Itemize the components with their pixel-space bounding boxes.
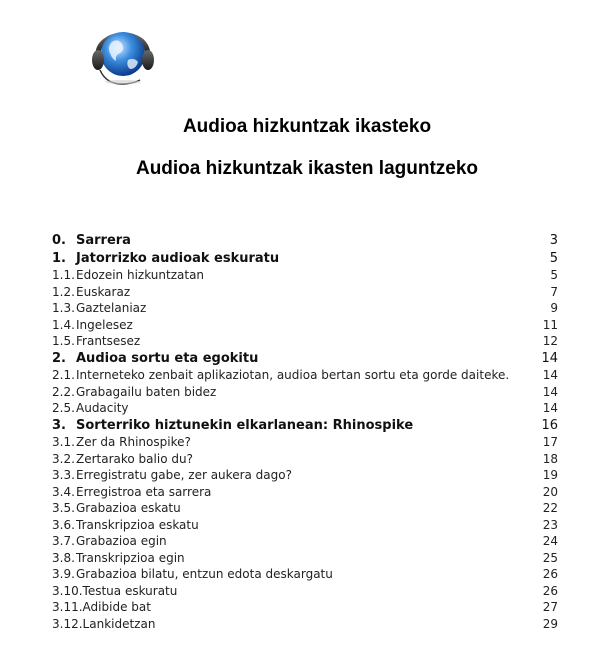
toc-entry-page: 3 bbox=[549, 233, 558, 248]
toc-entry-page: 23 bbox=[542, 517, 558, 532]
toc-entry-title: Jatorrizko audioak eskuratu bbox=[76, 250, 280, 266]
toc-entry-page: 20 bbox=[542, 484, 558, 499]
document-subtitle: Audioa hizkuntzak ikasten laguntzeko bbox=[135, 158, 479, 179]
toc-entry-title: Gaztelaniaz bbox=[76, 301, 147, 315]
toc-entry-title: Zertarako balio du? bbox=[76, 451, 193, 466]
toc-entry-page: 11 bbox=[542, 317, 558, 332]
toc-entry-title: Zer da Rhinospike? bbox=[76, 435, 191, 449]
toc-entry-title: Sarrera bbox=[76, 233, 131, 248]
toc-entry[interactable] bbox=[52, 550, 558, 567]
toc-entry-number: 3.7. bbox=[52, 534, 75, 548]
toc-entry-number: 3.10. bbox=[52, 583, 83, 598]
toc-entry[interactable] bbox=[52, 284, 558, 301]
toc-entry-page: 26 bbox=[542, 567, 558, 581]
toc-entry-page: 12 bbox=[542, 334, 558, 348]
toc-entry-number: 2.2. bbox=[52, 384, 75, 399]
toc-entry-title: Transkripzioa egin bbox=[76, 550, 185, 565]
toc-entry-number: 3.4. bbox=[52, 484, 75, 499]
toc-entry-page: 19 bbox=[542, 468, 558, 482]
toc-entry[interactable] bbox=[52, 367, 558, 384]
table-of-contents bbox=[52, 232, 558, 632]
toc-entry-page: 16 bbox=[541, 417, 558, 433]
toc-entry-title: Grabagailu baten bidez bbox=[76, 384, 217, 399]
toc-entry[interactable] bbox=[52, 400, 558, 417]
toc-entry-title: Lankidetzan bbox=[82, 616, 156, 631]
toc-entry[interactable] bbox=[52, 384, 558, 401]
toc-entry[interactable] bbox=[52, 333, 558, 350]
toc-entry-page: 14 bbox=[542, 401, 558, 415]
toc-entry-title: Grabazioa eskatu bbox=[76, 501, 181, 515]
toc-entry-page: 9 bbox=[550, 301, 558, 315]
toc-entry[interactable] bbox=[52, 484, 558, 501]
toc-entry-number: 1.1. bbox=[52, 268, 75, 282]
toc-entry-page: 5 bbox=[549, 250, 558, 266]
toc-entry-number: 3.5. bbox=[52, 501, 75, 515]
toc-entry-page: 17 bbox=[542, 435, 558, 449]
toc-entry-page: 14 bbox=[541, 350, 558, 366]
toc-entry-number: 1.4. bbox=[52, 317, 75, 332]
toc-entry-page: 22 bbox=[542, 501, 558, 515]
toc-entry-number: 3. bbox=[52, 417, 66, 433]
toc-entry[interactable] bbox=[52, 467, 558, 484]
toc-entry-title: Audioa sortu eta egokitu bbox=[76, 350, 259, 366]
toc-entry-page: 5 bbox=[550, 268, 558, 282]
toc-entry-title: Erregistratu gabe, zer aukera dago? bbox=[76, 468, 292, 482]
toc-entry-number: 3.1. bbox=[52, 435, 75, 449]
toc-entry-title: Grabazioa egin bbox=[76, 534, 167, 548]
toc-entry-title: Transkripzioa eskatu bbox=[76, 517, 199, 532]
toc-entry-number: 3.8. bbox=[52, 550, 75, 565]
toc-entry-title: Edozein hizkuntzatan bbox=[76, 268, 205, 282]
toc-entry[interactable] bbox=[52, 417, 558, 435]
toc-entry-page: 26 bbox=[542, 583, 558, 598]
toc-entry-number: 2.1. bbox=[52, 368, 75, 382]
toc-entry[interactable] bbox=[52, 317, 558, 334]
toc-entry-title: Testua eskuratu bbox=[82, 583, 178, 598]
toc-entry[interactable] bbox=[52, 583, 558, 600]
toc-entry-number: 1.2. bbox=[52, 284, 75, 299]
toc-entry-title: Euskaraz bbox=[76, 284, 131, 299]
toc-entry-number: 0. bbox=[52, 233, 66, 248]
toc-entry[interactable] bbox=[52, 566, 558, 583]
toc-entry-page: 14 bbox=[542, 384, 558, 399]
toc-entry-title bbox=[52, 616, 155, 633]
toc-entry-number: 1.3. bbox=[52, 301, 75, 315]
toc-entry-number: 3.9. bbox=[52, 567, 75, 581]
toc-entry-number: 3.2. bbox=[52, 451, 75, 466]
toc-entry[interactable] bbox=[52, 599, 558, 616]
toc-entry[interactable] bbox=[52, 434, 558, 451]
toc-entry-page: 14 bbox=[542, 368, 558, 382]
toc-entry-number: 3.3. bbox=[52, 468, 75, 482]
toc-entry-title: Adibide bat bbox=[82, 600, 151, 614]
toc-entry-number: 2.5. bbox=[52, 401, 75, 415]
toc-entry-title: Grabazioa bilatu, entzun edota deskargatu bbox=[76, 567, 333, 581]
toc-entry-page: 25 bbox=[542, 550, 558, 565]
toc-entry[interactable] bbox=[52, 533, 558, 550]
toc-entry-number: 3.11. bbox=[52, 600, 83, 614]
toc-entry[interactable] bbox=[52, 300, 558, 317]
toc-entry-title: Audacity bbox=[76, 401, 129, 415]
toc-entry-title: Interneteko zenbait aplikaziotan, audioa bertan sortu eta gorde daiteke. bbox=[76, 368, 510, 382]
toc-entry-title: Sorterriko hiztunekin elkarlanean: Rhinospike bbox=[76, 417, 414, 433]
toc-entry-page: 27 bbox=[542, 600, 558, 614]
toc-entry-number: 3.12. bbox=[52, 616, 83, 631]
toc-entry-number: 1.5. bbox=[52, 334, 75, 348]
toc-entry[interactable] bbox=[52, 232, 558, 250]
toc-entry[interactable] bbox=[52, 250, 558, 268]
toc-entry[interactable] bbox=[52, 267, 558, 284]
toc-entry-page: 18 bbox=[542, 451, 558, 466]
toc-entry-title: Erregistroa eta sarrera bbox=[76, 484, 212, 499]
toc-entry[interactable] bbox=[52, 451, 558, 468]
toc-entry[interactable] bbox=[52, 616, 558, 633]
toc-entry-number: 2. bbox=[52, 350, 66, 366]
toc-entry-number: 3.6. bbox=[52, 517, 75, 532]
toc-entry[interactable] bbox=[52, 500, 558, 517]
toc-entry-page: 29 bbox=[542, 616, 558, 631]
globe-headphones-icon bbox=[86, 16, 158, 88]
toc-entry-page: 24 bbox=[542, 534, 558, 548]
toc-entry-number: 1. bbox=[52, 250, 66, 266]
document-title: Audioa hizkuntzak ikasteko bbox=[182, 116, 432, 137]
toc-entry[interactable] bbox=[52, 517, 558, 534]
toc-entry-title bbox=[52, 599, 151, 616]
toc-entry-title: Ingelesez bbox=[76, 317, 133, 332]
toc-entry-title bbox=[52, 583, 177, 600]
toc-entry[interactable] bbox=[52, 350, 558, 368]
toc-entry-page: 7 bbox=[550, 284, 558, 299]
toc-entry-title: Frantsesez bbox=[76, 334, 141, 348]
